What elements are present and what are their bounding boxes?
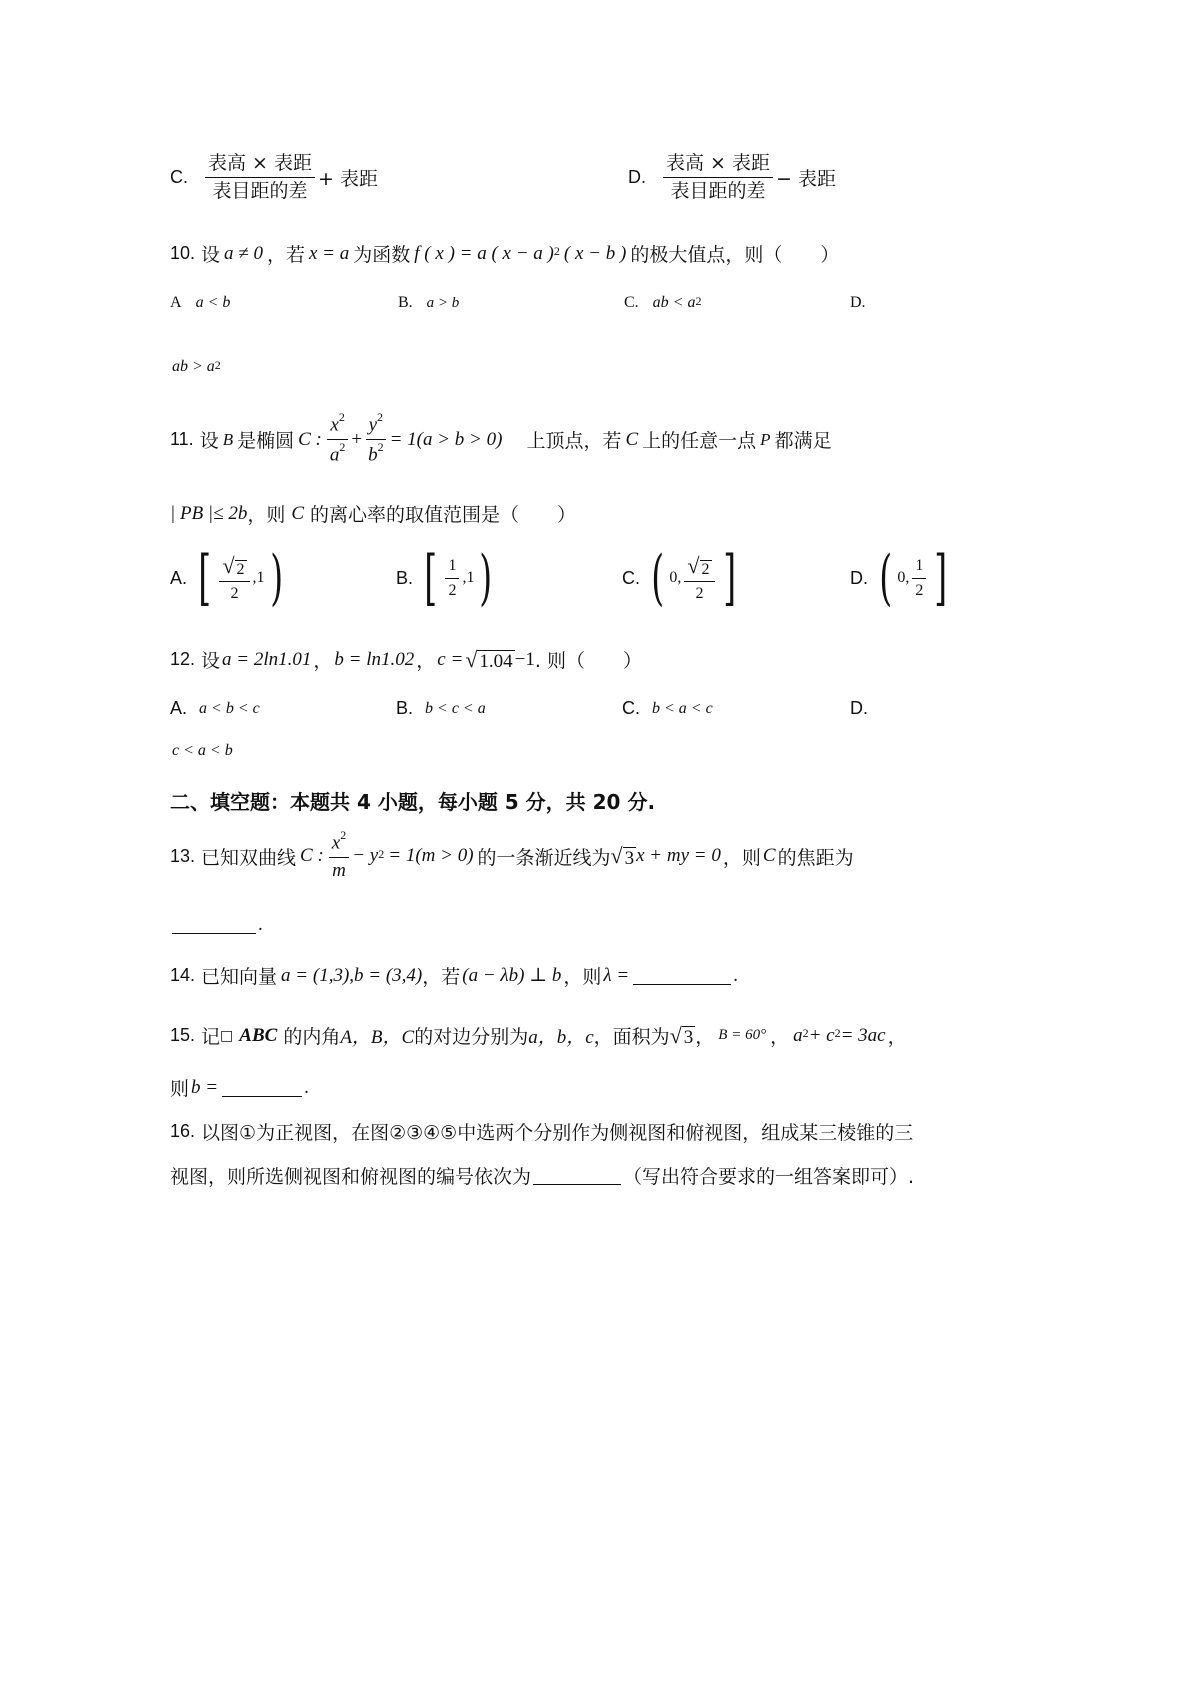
q13-sqrt: √ 3	[610, 843, 635, 869]
q12-text-2: . 则（ ）	[534, 650, 642, 672]
q15-triangle-box: □	[220, 1027, 234, 1044]
q10-option-d-exponent: 2	[214, 357, 221, 372]
q16-line-1: 以图①为正视图，在图②③④⑤中选两个分别作为侧视图和俯视图，组成某三棱锥的三	[201, 1122, 914, 1144]
q15-angle-b: B = 60°	[718, 1027, 767, 1043]
q14-number: 14.	[170, 965, 196, 985]
q13-answer-blank[interactable]	[172, 916, 256, 934]
q13-var-c: C	[762, 845, 776, 867]
q16-stem-line2	[170, 1162, 914, 1189]
q16-answer-blank[interactable]	[533, 1167, 621, 1185]
q11-y-exponent: 2	[377, 410, 384, 424]
q15-radicand: 3	[683, 1026, 694, 1048]
q11-option-a-tail: ,1	[252, 569, 265, 586]
q11-equation: = 1(a > b > 0)	[389, 428, 503, 450]
q11-x-exponent: 2	[338, 410, 345, 424]
q10-text-2: ，若	[266, 244, 305, 266]
q11-text-3: 上顶点，若	[526, 430, 622, 453]
q10-option-c	[624, 294, 701, 312]
q15-answer-blank[interactable]	[222, 1079, 302, 1097]
q11-number: 11.	[170, 429, 194, 450]
q12-stem	[170, 646, 642, 673]
q11-option-b-tail: ,1	[462, 569, 475, 586]
q10-option-c-value: ab < a	[652, 294, 696, 311]
q11-option-b-fraction	[445, 556, 459, 599]
right-bracket-icon: ]	[722, 543, 736, 613]
q12-text-1: 设	[201, 650, 221, 672]
q10-stem	[170, 240, 839, 267]
q12-separator-2: ，	[416, 650, 436, 672]
q15-separator-3: ，	[887, 1026, 907, 1048]
q12-c-radicand: 1.04	[479, 650, 513, 672]
q16-line-2a: 视图，则所选侧视图和俯视图的编号依次为	[170, 1166, 532, 1188]
q15-line2-text: 则	[170, 1078, 190, 1100]
q11-a-denominator: a	[329, 444, 340, 466]
q9-option-c-tail: + 表距	[318, 167, 378, 190]
q11-line2-text-2: 的离心率的取值范围是（ ）	[310, 504, 577, 526]
q11-y-fraction	[365, 412, 387, 467]
q12-option-b-value: b < c < a	[425, 699, 486, 717]
q14-period: .	[733, 964, 738, 986]
q13-m-denominator: m	[332, 860, 346, 882]
q12-option-c-value: b < a < c	[652, 699, 713, 717]
q12-a-definition: a = 2ln1.01	[222, 648, 312, 670]
q11-option-b-denominator: 2	[448, 581, 457, 599]
q11-option-d-label: D.	[850, 567, 868, 588]
q10-number: 10.	[170, 243, 196, 263]
q11-option-c-label: C.	[622, 567, 640, 588]
q11-option-c-head: 0,	[669, 569, 682, 586]
q13-text-4: 的焦距为	[777, 846, 854, 869]
q11-a-exponent: 2	[339, 440, 346, 455]
q10-option-b-value: a > b	[426, 294, 460, 311]
right-bracket-icon: ]	[934, 543, 948, 613]
q10-function-exponent: 2	[553, 244, 560, 258]
q12-option-c-label: C.	[622, 698, 640, 718]
q15-answer-line	[170, 1074, 309, 1101]
q11-pb-condition: | PB |≤ 2b	[170, 502, 248, 524]
q10-option-a-value: a < b	[195, 294, 231, 311]
q10-cond: a ≠ 0	[224, 242, 263, 264]
q15-relation-mid: + c	[808, 1024, 835, 1046]
q11-text-1: 设	[199, 430, 219, 453]
left-paren-icon: (	[879, 543, 893, 613]
q13-x-numerator: x	[331, 832, 341, 854]
q12-option-a	[170, 698, 260, 719]
q12-c-radical: √ 1.04	[465, 646, 513, 672]
left-bracket-icon: [	[198, 543, 212, 613]
q11-line2-c: C	[291, 502, 305, 524]
q11-text-4: 上的任意一点	[642, 430, 757, 453]
q12-number: 12.	[170, 649, 196, 669]
q10-option-b-label: B.	[398, 294, 413, 311]
q11-line2-text-1: ，则	[247, 504, 286, 526]
q12-option-b-label: B.	[396, 698, 414, 718]
q16-line-2b: （写出符合要求的一组答案即可）.	[623, 1166, 915, 1188]
q11-text-5: 都满足	[774, 430, 832, 453]
q10-text-3: 为函数	[353, 244, 411, 266]
q12-option-d-label: D.	[850, 698, 868, 718]
q15-triangle-name: ABC	[239, 1024, 278, 1046]
q15-text-2: 的内角	[283, 1026, 341, 1048]
q11-option-d-numerator: 1	[912, 556, 926, 578]
q11-option-c	[622, 543, 741, 613]
q11-var-p: P	[760, 429, 771, 449]
q13-text-2: 的一条渐近线为	[477, 846, 611, 869]
section-2-heading-text: 二、填空题：本题共 4 小题，每小题 5 分，共 20 分.	[170, 790, 656, 814]
q12-b-definition: b = ln1.02	[334, 648, 415, 670]
q12-option-c	[622, 698, 713, 719]
q9-option-d-fraction	[663, 152, 773, 203]
left-bracket-icon: [	[424, 543, 438, 613]
q11-plus: +	[351, 428, 363, 450]
q13-minus-y: − y	[352, 845, 379, 867]
q15-relation-tail: = 3ac	[840, 1024, 886, 1046]
q15-period: .	[304, 1076, 309, 1098]
q11-var-b: B	[222, 429, 234, 449]
q11-option-d-fraction	[912, 556, 926, 599]
q10-option-d-value: ab > a	[172, 358, 215, 375]
q10-option-d-value-line	[172, 358, 221, 376]
q10-option-a-label: A	[170, 294, 182, 311]
q9-options-row	[170, 152, 378, 203]
q10-option-d	[850, 294, 866, 312]
q15-relation-exponent-2: 2	[834, 1026, 841, 1040]
q9-option-d-label: D.	[628, 166, 646, 187]
q14-lambda: λ =	[603, 964, 630, 986]
q11-stem-line2	[170, 500, 576, 527]
q12-separator-1: ，	[313, 650, 333, 672]
q11-ellipse-c: C :	[298, 428, 322, 450]
q13-text-3: ，则	[722, 846, 761, 869]
q12-option-b	[396, 698, 486, 719]
q11-option-c-numerator: 2	[701, 560, 710, 578]
q11-option-b-numerator: 1	[445, 556, 459, 578]
q9-option-d-numerator: 表高 × 表距	[663, 152, 773, 178]
q10-option-c-exponent: 2	[695, 293, 702, 308]
q13-asymptote: x + my = 0	[636, 845, 721, 867]
q10-text-1: 设	[201, 244, 221, 266]
q14-text-3: ，则	[563, 966, 602, 988]
q13-radicand: 3	[624, 847, 635, 869]
q15-text-1: 记	[201, 1026, 221, 1048]
q15-text-3: 的对边分别为	[414, 1026, 529, 1048]
q14-answer-blank[interactable]	[633, 967, 731, 985]
q9-option-d-denominator: 表目距的差	[670, 179, 766, 202]
q11-b-denominator: b	[368, 444, 378, 466]
q13-stem	[170, 830, 854, 883]
q10-function-tail: ( x − b )	[563, 242, 627, 264]
q15-sqrt: √ 3	[669, 1022, 694, 1048]
q14-vector-b: b = (3,4)	[354, 964, 423, 986]
q10-option-c-label: C.	[624, 294, 639, 311]
q13-c-head: C :	[300, 845, 324, 867]
q10-option-b	[398, 294, 459, 312]
q12-option-d-value-line	[172, 742, 233, 760]
q15-line2-b: b =	[191, 1076, 219, 1098]
q10-function: f ( x ) = a ( x − a )	[414, 242, 554, 264]
q16-number: 16.	[170, 1121, 196, 1141]
q11-x-fraction	[327, 412, 349, 467]
q9-option-c-label: C.	[170, 166, 188, 187]
q11-y-numerator: y	[368, 414, 378, 436]
q11-text-2: 是椭圆	[237, 430, 295, 453]
q14-condition: (a − λb) ⊥ b	[462, 965, 562, 986]
q11-option-d-head: 0,	[897, 569, 910, 586]
q12-option-a-value: a < b < c	[199, 699, 260, 717]
q9-option-c-denominator: 表目距的差	[212, 179, 308, 202]
q12-option-d	[850, 698, 868, 719]
q11-x-numerator: x	[330, 414, 339, 436]
left-paren-icon: (	[651, 543, 665, 613]
q13-y-exponent: 2	[378, 846, 385, 861]
q15-relation-a: a	[793, 1024, 803, 1046]
q15-number: 15.	[170, 1025, 196, 1045]
q11-b-exponent: 2	[377, 440, 384, 455]
q12-option-a-label: A.	[170, 698, 188, 718]
q11-stem	[170, 412, 832, 467]
section-2-heading	[170, 786, 655, 815]
q11-option-a-fraction: √ 2 2	[219, 553, 249, 604]
q13-x-exponent: 2	[340, 828, 347, 842]
q12-c-head: c =	[437, 648, 464, 670]
q10-text-4: 的极大值点，则（ ）	[630, 244, 840, 266]
q15-sides: a，b，c	[528, 1027, 594, 1048]
q12-c-tail: −1	[514, 648, 535, 670]
q11-option-a-denominator: 2	[230, 585, 239, 603]
q11-option-d-denominator: 2	[915, 581, 924, 599]
q13-equation: = 1(m > 0)	[388, 845, 474, 867]
q15-separator: ，	[695, 1026, 715, 1048]
q11-option-a-label: A.	[170, 567, 188, 588]
q15-stem	[170, 1022, 907, 1049]
q14-stem	[170, 962, 738, 989]
q9-option-d-row	[628, 152, 836, 203]
q12-option-d-value: c < a < b	[172, 742, 233, 759]
q10-option-d-label: D.	[850, 294, 866, 311]
q11-option-b	[396, 543, 498, 613]
q15-text-4: ，面积为	[593, 1026, 670, 1048]
q13-text-1: 已知双曲线	[201, 846, 297, 869]
q16-stem	[170, 1118, 913, 1145]
q11-option-c-denominator: 2	[695, 585, 704, 603]
q9-option-c-fraction	[205, 152, 315, 203]
q15-separator-2: ，	[770, 1026, 790, 1048]
right-paren-icon: )	[269, 543, 283, 613]
q13-number: 13.	[170, 845, 196, 866]
q11-var-c: C	[625, 428, 639, 450]
q9-option-c-numerator: 表高 × 表距	[205, 152, 315, 178]
q14-text-2: ，若	[422, 966, 461, 988]
q11-option-b-label: B.	[396, 567, 414, 588]
right-paren-icon: )	[479, 543, 493, 613]
q11-option-d	[850, 543, 953, 613]
q13-answer-line	[170, 914, 263, 936]
q10-cond2: x = a	[309, 242, 350, 264]
q13-period: .	[258, 914, 263, 935]
q15-relation-exponent: 2	[802, 1026, 809, 1040]
q13-x-fraction	[329, 830, 349, 883]
q11-option-c-fraction: √ 2 2	[684, 553, 714, 604]
q11-option-a	[170, 543, 288, 613]
q14-text-1: 已知向量	[201, 966, 278, 988]
q10-option-a	[170, 294, 230, 312]
q14-vector-a: a = (1,3),	[281, 964, 355, 986]
q15-angles: A，B，C	[340, 1027, 415, 1048]
q11-option-a-numerator: 2	[236, 560, 245, 578]
q9-option-d-tail: − 表距	[776, 167, 836, 190]
